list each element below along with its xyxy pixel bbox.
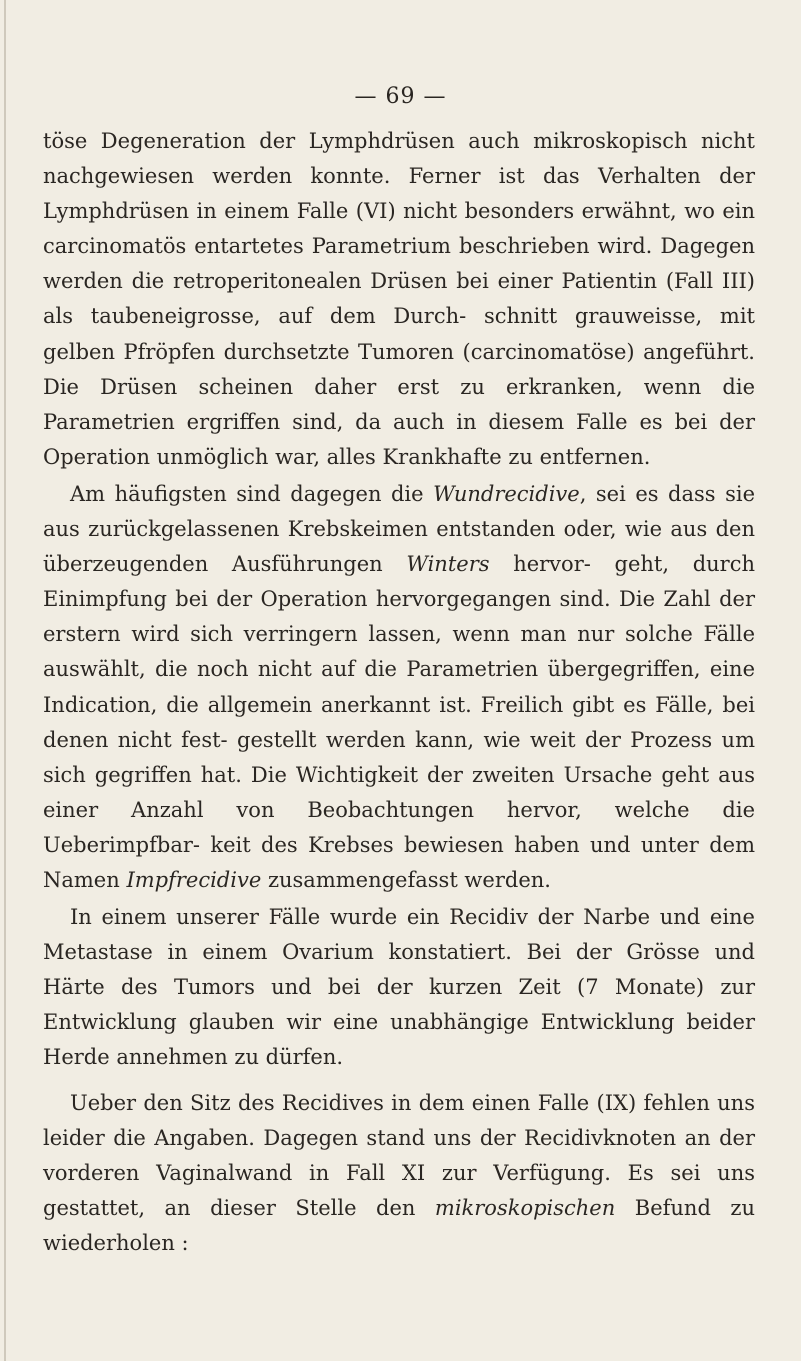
page-edge-shadow xyxy=(4,0,6,1361)
text-run: hervor- geht, durch Einimpfung bei der Operation hervorgegangen sind. Die Zahl der erstern wird sich verringern lassen, wenn man nur solche Fälle auswählt, die noch nicht auf die Parametrien übergegriffen, eine Indication, die allgemein anerkannt ist. Freilich gibt es Fälle, bei denen nicht fest- gestellt werden kann, wie weit der Prozess um sich gegriffen hat. Die Wichtigkeit der zweiten Ursache geht aus einer Anzahl von Beobachtungen hervor, welche die Ueberimpfbar- keit des Krebses bewiesen haben und unter dem Namen xyxy=(43,552,755,892)
paragraph xyxy=(43,477,755,898)
text-run: In einem unserer Fälle wurde ein Recidiv der Narbe und eine Metastase in einem Ovarium konstatiert. Bei der Grösse und Härte des Tumors und bei der kurzen Zeit (7 Monate) zur Entwicklung glauben wir eine unabhängige Entwicklung beider Herde annehmen zu dürfen. xyxy=(43,905,755,1070)
paragraph xyxy=(43,1086,755,1261)
italic-term: Wundrecidive xyxy=(433,481,580,506)
italic-term: Winters xyxy=(406,552,490,577)
paragraph xyxy=(43,900,755,1075)
body-text xyxy=(43,124,755,1261)
italic-term: Impfrecidive xyxy=(126,867,262,892)
text-run: zusammengefasst werden. xyxy=(261,867,551,892)
text-run: Am häufigsten sind dagegen die xyxy=(70,481,434,506)
text-run: Ueber den Sitz des Recidives in dem einen Falle (IX) fehlen uns leider die Angaben. Dagegen stand uns der Recidivknoten an der vorderen Vaginalwand in Fall XI zur Verfügung. Es sei uns gestattet, an dieser Stelle den xyxy=(43,1090,755,1220)
italic-term: mikroskopischen xyxy=(434,1195,616,1220)
paragraph xyxy=(43,124,755,475)
text-run: , sei es dass sie aus zurückgelassenen Krebskeimen entstanden oder, wie aus den überzeugenden Ausführungen xyxy=(43,481,755,577)
text-run: Befund zu wiederholen : xyxy=(43,1195,755,1255)
text-run: töse Degeneration der Lymphdrüsen auch mikroskopisch nicht nachgewiesen werden konnte. Ferner ist das Verhalten der Lymphdrüsen in einem Falle (VI) nicht besonders erwähnt, wo ein carcinomatös entartetes Parametrium beschrieben wird. Dagegen werden die retroperitonealen Drüsen bei einer Patientin (Fall III) als taubeneigrosse, auf dem Durch- schnitt grauweisse, mit gelben Pfröpfen durchsetzte Tumoren (carcinomatöse) angeführt. Die Drüsen scheinen daher erst zu erkranken, wenn die Parametrien ergriffen sind, da auch in diesem Falle es bei der Operation unmöglich war, alles Krankhafte zu entfernen. xyxy=(43,129,755,469)
page-number: — 69 — xyxy=(354,84,447,109)
